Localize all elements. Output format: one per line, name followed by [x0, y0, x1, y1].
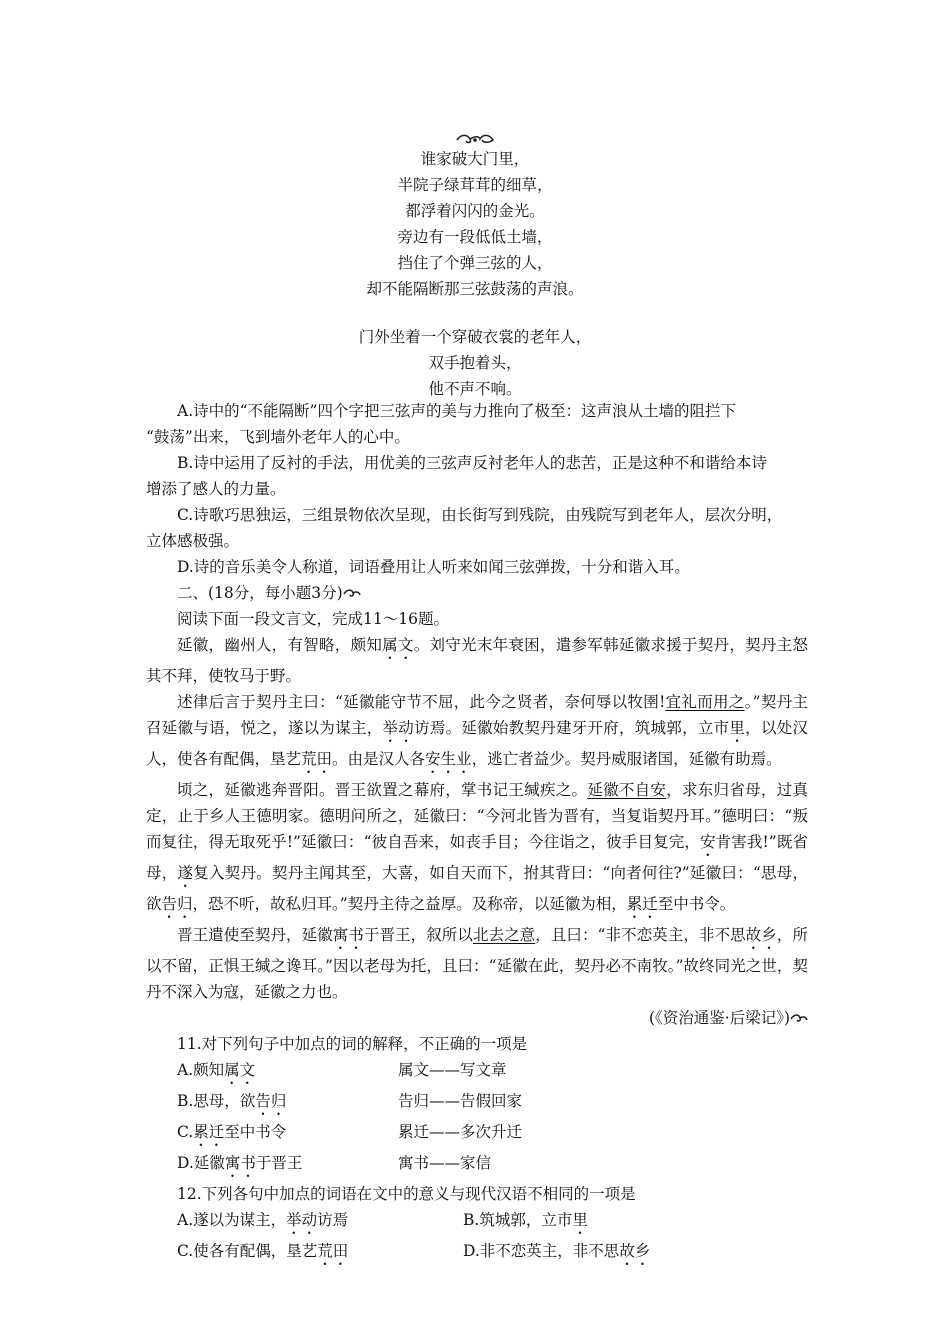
passage-source: (《资治通鉴·后梁记》) [146, 1005, 808, 1031]
ornament-icon [455, 133, 495, 145]
ornament-top [0, 128, 950, 147]
q12-options-cd: C.使各有配偶，垦艺荒田 D.非不恋英主，非不思故乡 [177, 1242, 651, 1260]
section-heading: 二、(18分，每小题3分) [146, 580, 808, 606]
passage-paragraph-4: 晋王遣使至契丹，延徽寓书于晋王，叙所以北去之意，且曰：“非不恋英主，非不思故乡，所以不留，正惧王缄之谗耳。”因以老母为托，且曰：“延徽在此，契丹必不南牧。”故终同光之世，契丹不深入为寇，延徽之力也。 [146, 926, 808, 1001]
poem-line: 都浮着闪闪的金光。 [405, 202, 545, 220]
poem-line: 半院子绿茸茸的细草， [397, 176, 553, 194]
poem-line: 却不能隔断那三弦鼓荡的声浪。 [366, 280, 584, 298]
poem-line: 谁家破大门里， [420, 150, 530, 168]
poem-line: 他不声不响。 [428, 380, 522, 398]
q11-option-a: A.颇知属文 属文——写文章 [177, 1061, 507, 1079]
q11-option-b: B.思母，欲告归 告归——告假回家 [177, 1092, 523, 1110]
poem [0, 146, 950, 402]
q10-option-b: B.诗中运用了反衬的手法，用优美的三弦声反衬老年人的悲苦，正是这种不和谐给本诗 [177, 454, 767, 472]
ornament-icon [790, 1013, 808, 1023]
q10-option-c-cont: 立体感极强。 [146, 532, 240, 550]
q10-option-c: C.诗歌巧思独运，三组景物依次呈现，由长街写到残院，由残院写到老年人，层次分明， [177, 506, 783, 524]
q12-options-ab: A.遂以为谋主，举动访焉 B.筑城郭，立市里 [177, 1211, 588, 1229]
q12-stem: 12.下列各句中加点的词语在文中的意义与现代汉语不相同的一项是 [177, 1185, 636, 1203]
poem-line: 挡住了个弹三弦的人， [397, 254, 553, 272]
exam-body [146, 398, 808, 1269]
ornament-icon [343, 588, 361, 598]
q11-option-c: C.累迁至中书令 累迁——多次升迁 [177, 1123, 523, 1141]
poem-line: 门外坐着一个穿破衣裳的老年人， [358, 328, 592, 346]
poem-line: 双手抱着头， [428, 354, 522, 372]
passage-paragraph-2: 述律后言于契丹主曰：“延徽能守节不屈，此今之贤者，奈何辱以牧圉!宜礼而用之。”契丹主召延徽与语，悦之，遂以为谋主，举动访焉。延徽始教契丹建牙开府，筑城郭，立市里，以处汉人，使各有配偶，垦艺荒田。由是汉人各安生业，逃亡者益少。契丹威服诸国，延徽有助焉。 [146, 693, 808, 768]
q10-option-a: A.诗中的“不能隔断”四个字把三弦声的美与力推向了极至：这声浪从土墙的阻拦下 [177, 402, 736, 420]
q10-option-d: D.诗的音乐美令人称道，词语叠用让人听来如闻三弦弹拨，十分和谐入耳。 [177, 558, 690, 576]
q10-option-a-cont: “鼓荡”出来，飞到墙外老年人的心中。 [146, 428, 410, 446]
q11-option-d: D.延徽寓书于晋王 寓书——家信 [177, 1154, 492, 1172]
section-instruction: 阅读下面一段文言文，完成11～16题。 [177, 610, 449, 628]
poem-line: 旁边有一段低低土墙， [397, 228, 553, 246]
q10-option-b-cont: 增添了感人的力量。 [146, 480, 286, 498]
passage-paragraph-3: 顷之，延徽逃奔晋阳。晋王欲置之幕府，掌书记王缄疾之。延徽不自安，求东归省母，过真定，止于乡人王德明家。德明问所之，延徽曰：“今河北皆为晋有，当复诣契丹耳。”德明曰：“叛而复往，得无取死乎!”延徽曰：“彼自吾来，如丧手目；今往诣之，彼手目复完，安肯害我!”既省母，遂复入契丹。契丹主闻其至，大喜，如自天而下，拊其背曰：“向者何往?”延徽曰：“思母，欲告归，恐不听，故私归耳。”契丹主待之益厚。及称帝，以延徽为相，累迁至中书令。 [146, 781, 808, 913]
q11-stem: 11.对下列句子中加点的词的解释，不正确的一项是 [177, 1035, 528, 1053]
passage-paragraph-1: 延徽，幽州人，有智略，颇知属文。刘守光末年衰困，遣参军韩延徽求援于契丹，契丹主怒其不拜，使牧马于野。 [146, 636, 808, 685]
